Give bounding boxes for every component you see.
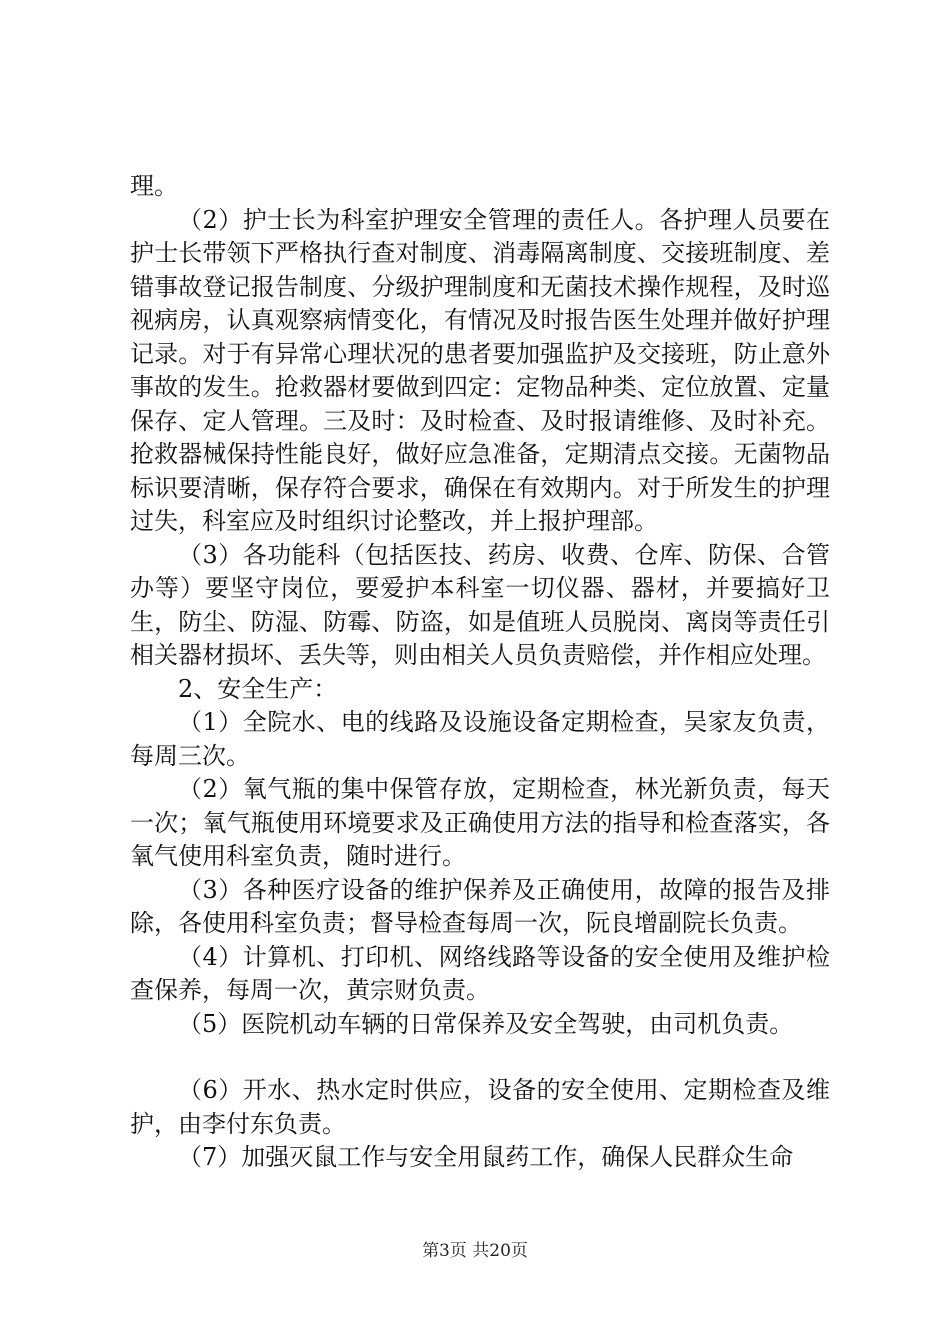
paragraph-item-7: （7）加强灭鼠工作与安全用鼠药工作，确保人民群众生命 xyxy=(178,1143,794,1171)
page-footer: 第3页 共20页 xyxy=(422,1241,528,1261)
section-heading-safety-production: 2、安全生产： xyxy=(178,674,338,703)
paragraph-nursing-safety: （2）护士长为科室护理安全管理的责任人。各护理人员要在护士长带领下严格执行查对制度、消毒隔离制度、交接班制度、差错事故登记报告制度、分级护理制度和无菌技术操作规程，及时巡视病房，认真观察病情变化，有情况及时报告医生处理并做好护理记录。对于有异常心理状况的患者要加强监护及交接班，防止意外事故的发生。抢救器材要做到四定：定物品种类、定位放置、定量保存、定人管理。三及时：及时检查、及时报请维修、及时补充。抢救器械保持性能良好，做好应急准备，定期清点交接。无菌物品标识要清晰，保存符合要求，确保在有效期内。对于所发生的护理过失，科室应及时组织讨论整改，并上报护理部。 xyxy=(130,205,830,535)
paragraph-item-3: （3）各种医疗设备的维护保养及正确使用，故障的报告及排除，各使用科室负责；督导检查每周一次，阮良增副院长负责。 xyxy=(130,875,830,937)
paragraph-item-4: （4）计算机、打印机、网络线路等设备的安全使用及维护检查保养，每周一次，黄宗财负责。 xyxy=(130,942,830,1004)
paragraph-item-6: （6）开水、热水定时供应，设备的安全使用、定期检查及维护，由李付东负责。 xyxy=(130,1076,830,1138)
paragraph-item-2: （2）氧气瓶的集中保管存放，定期检查，林光新负责，每天一次；氧气瓶使用环境要求及正确使用方法的指导和检查落实，各氧气使用科室负责，随时进行。 xyxy=(130,775,830,870)
document-body xyxy=(130,170,830,1175)
paragraph-item-5: （5）医院机动车辆的日常保养及安全驾驶，由司机负责。 xyxy=(178,1009,794,1038)
paragraph-functional-depts: （3）各功能科（包括医技、药房、收费、仓库、防保、合管办等）要坚守岗位，要爱护本科室一切仪器、器材，并要搞好卫生，防尘、防湿、防霉、防盗，如是值班人员脱岗、离岗等责任引相关器材损坏、丢失等，则由相关人员负责赔偿，并作相应处理。 xyxy=(130,540,830,669)
paragraph-continuation: 理。 xyxy=(130,172,178,200)
blank-line xyxy=(130,1041,830,1074)
paragraph-item-1: （1）全院水、电的线路及设施设备定期检查，吴家友负责，每周三次。 xyxy=(130,708,830,770)
